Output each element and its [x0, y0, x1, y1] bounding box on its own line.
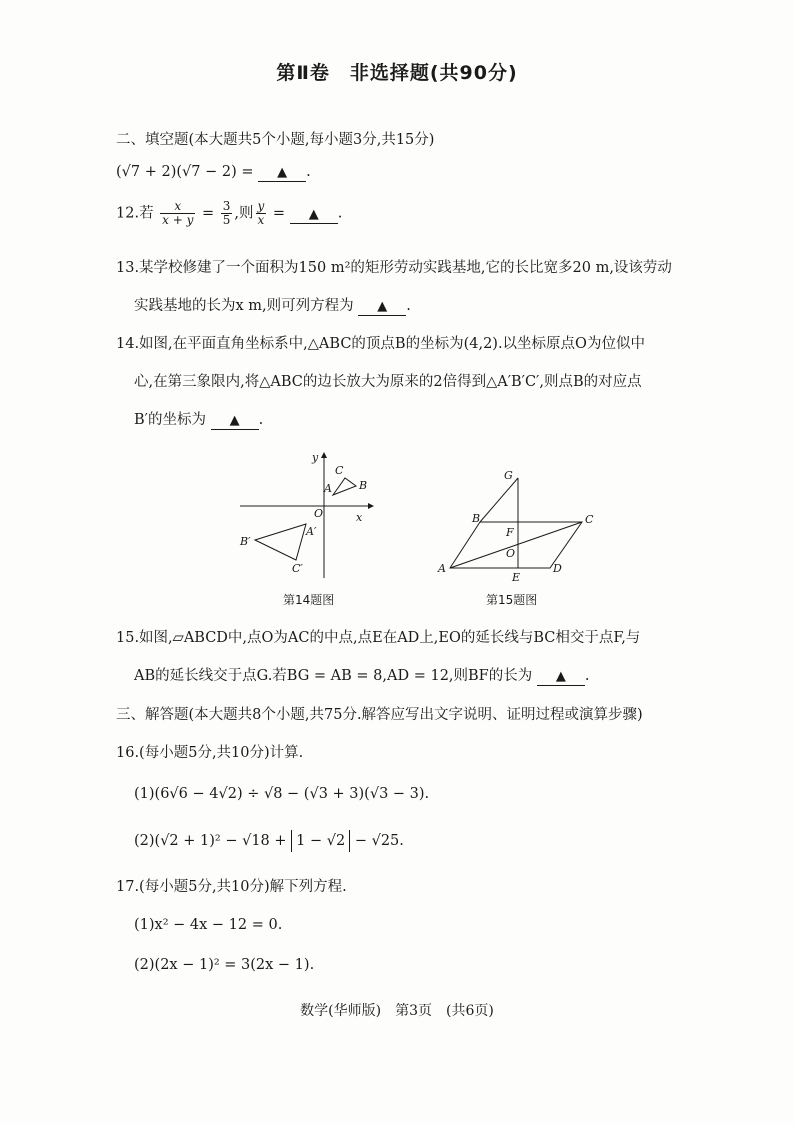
- answer-blank: [290, 206, 338, 224]
- fraction-ask: [256, 200, 267, 227]
- point-a-label: A: [438, 562, 446, 575]
- fraction-denominator: x + y: [162, 213, 194, 227]
- y-axis-arrow: [321, 452, 327, 458]
- question-13-line-1: 13.某学校修建了一个面积为150 m²的矩形劳动实践基地,它的长比宽多20 m,设该劳动: [116, 260, 672, 276]
- question-17-stem: 17.(每小题5分,共10分)解下列方程.: [116, 879, 347, 895]
- triangle-abc: [333, 478, 356, 495]
- answer-mark: ▲: [277, 165, 288, 180]
- fraction-numerator: 3: [222, 199, 231, 213]
- answer-blank: [211, 412, 259, 430]
- question-12-number: 12.: [116, 205, 140, 222]
- figure-14-caption: 第14题图: [283, 593, 335, 607]
- point-e-label: E: [512, 571, 521, 584]
- answer-mark: ▲: [308, 206, 319, 222]
- x-axis-label: x: [356, 511, 363, 524]
- question-16-part-2-a: (2)(√2 + 1)² − √18 +: [134, 833, 287, 849]
- answer-blank: [537, 668, 585, 686]
- question-13-line-2: 实践基地的长为x m,则可列方程为 ▲ .: [134, 298, 411, 314]
- triangle-a2b2c2: [255, 524, 306, 560]
- point-b-label: B: [359, 479, 368, 492]
- fraction-rhs: [221, 200, 233, 227]
- question-14-line-1: 14.如图,在平面直角坐标系中,△ABC的顶点B的坐标为(4,2).以坐标原点O为位似中: [116, 336, 645, 352]
- question-13-text: 实践基地的长为x m,则可列方程为: [134, 298, 354, 314]
- point-g-label: G: [504, 469, 513, 482]
- segment-bg: [480, 478, 518, 522]
- diagonal-ac: [450, 522, 582, 568]
- answer-blank: [258, 164, 306, 182]
- point-a2-label: A′: [306, 525, 317, 538]
- point-c-label: C: [585, 513, 594, 526]
- section-3-heading: 三、解答题(本大题共8个小题,共75分.解答应写出文字说明、证明过程或演算步骤): [116, 707, 643, 723]
- figure-15-parallelogram: [432, 462, 607, 587]
- fraction-lhs: [160, 200, 195, 227]
- point-o-label: O: [506, 547, 516, 560]
- point-f-label: F: [506, 526, 514, 539]
- question-12-mid: ,则: [234, 205, 254, 222]
- fraction-numerator: x: [160, 200, 195, 214]
- equals-sign: =: [202, 205, 215, 222]
- question-15-text: AB的延长线交于点G.若BG = AB = 8,AD = 12,则BF的长为: [134, 668, 533, 684]
- question-14-text: B′的坐标为: [134, 412, 206, 428]
- question-15-line-1: 15.如图,▱ABCD中,点O为AC的中点,点E在AD上,EO的延长线与BC相交于点F,与: [116, 630, 641, 646]
- point-d-label: D: [553, 562, 562, 575]
- question-14-line-2: 心,在第三象限内,将△ABC的边长放大为原来的2倍得到△A′B′C′,则点B的对应点: [134, 374, 642, 390]
- fraction-numerator: y: [257, 199, 265, 213]
- absolute-value: 1 − √2: [291, 830, 350, 852]
- question-12-prefix: 若: [139, 205, 154, 222]
- y-axis-label: y: [312, 451, 319, 464]
- question-16-stem: 16.(每小题5分,共10分)计算.: [116, 745, 304, 761]
- answer-blank: [358, 298, 406, 316]
- question-16-part-2-b: − √25.: [354, 833, 404, 849]
- question-12: 12.若 $\frac{x}{x + y}$ = $\frac{3}{5}$ ,则 $\frac{y}{x}$ = ▲ .: [116, 199, 343, 227]
- x-axis-arrow: [368, 503, 374, 509]
- section-2-heading: 二、填空题(本大题共5个小题,每小题3分,共15分): [116, 132, 435, 148]
- question-17-part-1: (1)x² − 4x − 12 = 0.: [134, 917, 283, 933]
- answer-mark: ▲: [377, 299, 388, 314]
- question-11: (√7 + 2)(√7 − 2) = ▲ .: [116, 164, 311, 180]
- question-11-text: (√7 + 2)(√7 − 2) =: [116, 164, 254, 180]
- question-17-part-2: (2)(2x − 1)² = 3(2x − 1).: [134, 957, 315, 973]
- question-16-part-1: (1)(6√6 − 4√2) ÷ √8 − (√3 + 3)(√3 − 3).: [134, 786, 430, 802]
- equals-sign: =: [272, 205, 286, 222]
- origin-label: O: [314, 507, 324, 520]
- point-c-label: C: [335, 464, 344, 477]
- question-16-part-2: [134, 830, 404, 852]
- answer-mark: ▲: [229, 413, 240, 428]
- fraction-denominator: 5: [222, 213, 231, 227]
- point-a-label: A: [324, 482, 332, 495]
- point-c2-label: C′: [292, 562, 303, 575]
- answer-mark: ▲: [555, 669, 566, 684]
- figure-15-caption: 第15题图: [486, 593, 538, 607]
- fraction-denominator: x: [257, 213, 265, 227]
- page-footer: 数学(华师版) 第3页 (共6页): [300, 1003, 494, 1019]
- point-b-label: B: [472, 512, 481, 525]
- question-14-line-3: B′的坐标为 ▲ .: [134, 412, 264, 428]
- question-15-line-2: AB的延长线交于点G.若BG = AB = 8,AD = 12,则BF的长为 ▲ .: [134, 668, 590, 684]
- point-b2-label: B′: [240, 535, 251, 548]
- page-title: 第Ⅱ卷 非选择题(共90分): [276, 62, 518, 84]
- figure-14-coordinate-plane: [236, 448, 376, 583]
